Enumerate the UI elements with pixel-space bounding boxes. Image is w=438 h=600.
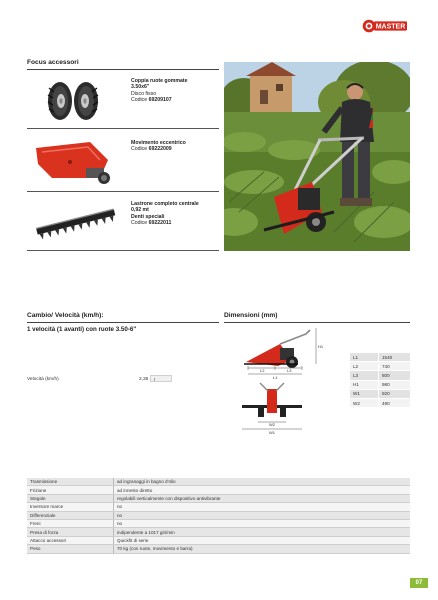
spec-value: 70 kg (con ruote, movimento e barra) xyxy=(114,545,411,553)
accessory-cutter-bar xyxy=(131,201,221,226)
table-row xyxy=(27,528,410,536)
accessory-wheels-code: 69209107 xyxy=(148,96,172,103)
spec-label: Peso xyxy=(27,545,114,553)
gears-title-rule xyxy=(27,322,219,323)
brand-logo-text: MASTER xyxy=(375,23,406,31)
spec-label: Presa di forza xyxy=(27,528,114,536)
table-row xyxy=(350,362,410,371)
gears-subtitle: 1 velocità (1 avanti) con ruote 3.50-6" xyxy=(27,326,137,333)
front-view-diagram xyxy=(238,381,308,438)
table-row xyxy=(27,486,410,494)
spec-value: no xyxy=(114,511,411,519)
accessory-wheels xyxy=(131,78,221,103)
accessory-cutter-bar-name: Lastrone completo centrale xyxy=(131,201,199,207)
speed-value: 2,35 xyxy=(139,377,149,382)
accessory-wheels-spec: 3.50x6" xyxy=(131,84,150,91)
dim-l2-label: L2 xyxy=(260,368,265,373)
dim-value: 490 xyxy=(379,398,411,407)
product-photo xyxy=(224,62,410,251)
dimensions-section-title: Dimensioni (mm) xyxy=(224,312,278,319)
dim-key: L1 xyxy=(350,353,379,362)
table-row xyxy=(27,536,410,544)
speed-gear-badge: I xyxy=(150,375,172,382)
accessory-cutter-bar-code: 69222011 xyxy=(148,219,172,226)
spec-value: ad ingranaggi in bagno d'olio xyxy=(114,478,411,486)
spec-value: no xyxy=(114,503,411,511)
table-row xyxy=(27,478,410,486)
spec-label: Attacco accessori xyxy=(27,536,114,544)
brand-logo xyxy=(362,19,408,33)
spec-value: no xyxy=(114,519,411,527)
table-row xyxy=(350,380,410,389)
speed-label: Velocità (km/h) xyxy=(27,377,59,382)
accessory-divider xyxy=(27,250,219,251)
dim-l1-label: L1 xyxy=(273,375,278,380)
table-row xyxy=(350,398,410,407)
table-row xyxy=(27,494,410,502)
spec-label: Differenziale xyxy=(27,511,114,519)
dim-key: L2 xyxy=(350,362,379,371)
accessory-wheels-detail: Disco fisso xyxy=(131,90,157,97)
accessory-divider xyxy=(27,128,219,129)
table-row xyxy=(350,371,410,380)
spec-value: ad innesto diretto xyxy=(114,486,411,494)
dim-w2-label: W2 xyxy=(269,422,275,427)
spec-label: Trasmissione xyxy=(27,478,114,486)
spec-value: Quickfit di serie xyxy=(114,536,411,544)
page-number: 07 xyxy=(410,578,428,588)
accessory-eccentric-code: 69222009 xyxy=(148,146,172,153)
dim-h1-label: H1 xyxy=(318,344,324,349)
focus-section-title: Focus accessori xyxy=(27,59,79,66)
dim-value: 980 xyxy=(379,380,411,389)
table-row xyxy=(27,519,410,527)
accessory-wheels-code-label: Codice xyxy=(131,96,148,103)
accessory-wheels-name: Coppia ruote gommate xyxy=(131,78,188,84)
dim-value: 1540 xyxy=(379,353,411,362)
accessory-eccentric xyxy=(131,140,221,153)
specifications-table xyxy=(27,478,410,554)
gears-section-title: Cambio/ Velocità (km/h): xyxy=(27,312,104,319)
cutter-bar-image xyxy=(32,204,120,242)
accessory-cutter-bar-code-label: Codice xyxy=(131,219,148,226)
spec-label: Freni xyxy=(27,519,114,527)
accessory-divider xyxy=(27,191,219,192)
dim-value: 920 xyxy=(379,389,411,398)
table-row xyxy=(350,389,410,398)
accessory-eccentric-code-label: Codice xyxy=(131,146,148,153)
table-row xyxy=(27,503,410,511)
dim-w1-label: W1 xyxy=(269,430,275,435)
spec-label: Stegole xyxy=(27,494,114,502)
table-row xyxy=(27,511,410,519)
accessory-cutter-bar-detail: Denti speciali xyxy=(131,213,165,220)
dim-value: 800 xyxy=(379,371,411,380)
accessory-eccentric-name: Movimento eccentrico xyxy=(131,140,186,146)
wheels-image xyxy=(44,80,102,122)
dim-key: H1 xyxy=(350,380,379,389)
dim-l3-label: L3 xyxy=(287,368,292,373)
table-row xyxy=(27,545,410,553)
spec-value: regolabili verticalmente con dispositivo antivibrante xyxy=(114,494,411,502)
spec-label: Frizione xyxy=(27,486,114,494)
dim-key: W2 xyxy=(350,398,379,407)
table-row xyxy=(350,353,410,362)
spec-value: indipendente a 1017 giri/min xyxy=(114,528,411,536)
eccentric-movement-image xyxy=(30,138,118,188)
accessory-cutter-bar-spec: 0,92 mt xyxy=(131,207,149,214)
dim-key: L3 xyxy=(350,371,379,380)
side-view-diagram xyxy=(240,326,325,380)
dimensions-table xyxy=(350,353,410,408)
focus-title-rule xyxy=(27,69,219,70)
dimensions-title-rule xyxy=(224,322,410,323)
dim-key: W1 xyxy=(350,389,379,398)
dim-value: 740 xyxy=(379,362,411,371)
spec-label: Inversore marce xyxy=(27,503,114,511)
